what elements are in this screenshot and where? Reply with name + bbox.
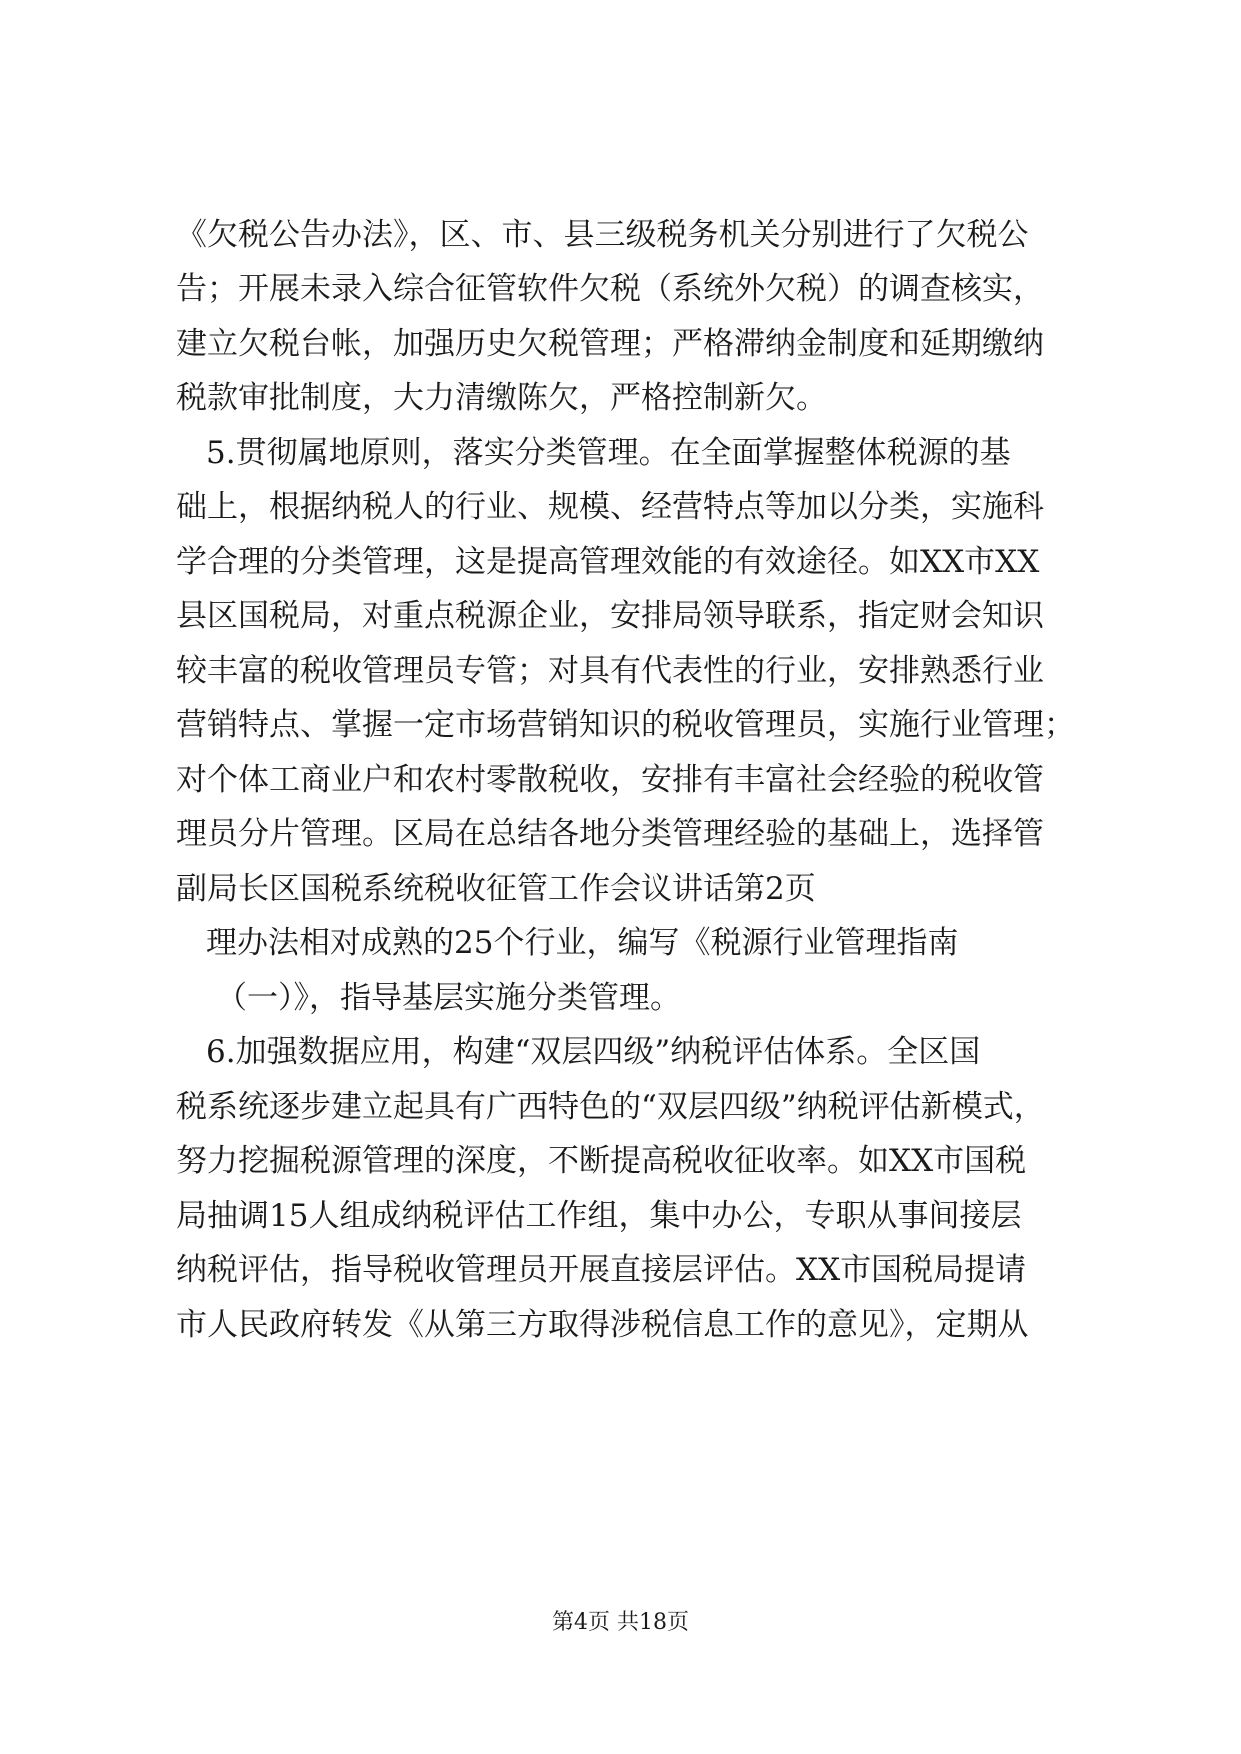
paragraph-line: 理员分片管理。区局在总结各地分类管理经验的基础上，选择管	[176, 816, 1044, 852]
paragraph-line: 县区国税局，对重点税源企业，安排局领导联系，指定财会知识	[176, 598, 1044, 634]
paragraph-line: 《欠税公告办法》，区、市、县三级税务机关分别进行了欠税公	[176, 217, 1029, 253]
paragraph-line: 对个体工商业户和农村零散税收，安排有丰富社会经验的税收管	[176, 762, 1044, 798]
paragraph-line: 5.贯彻属地原则，落实分类管理。在全面掌握整体税源的基	[206, 435, 1011, 471]
paragraph-line: 税系统逐步建立起具有广西特色的“双层四级”纳税评估新模式，	[176, 1089, 1045, 1125]
running-header-line: 副局长区国税系统税收征管工作会议讲话第2页	[176, 871, 816, 907]
paragraph-line: 告；开展未录入综合征管软件欠税（系统外欠税）的调查核实，	[176, 271, 1044, 307]
paragraph-line: 努力挖掘税源管理的深度，不断提高税收征收率。如XX市国税	[176, 1143, 1027, 1179]
paragraph-line: 营销特点、掌握一定市场营销知识的税收管理员，实施行业管理；	[176, 707, 1075, 743]
paragraph-line: 学合理的分类管理，这是提高管理效能的有效途径。如XX市XX	[176, 544, 1040, 580]
paragraph-line: 础上，根据纳税人的行业、规模、经营特点等加以分类，实施科	[176, 489, 1044, 525]
page-footer: 第4页 共18页	[552, 1610, 689, 1635]
paragraph-line: 理办法相对成熟的25个行业，编写《税源行业管理指南	[206, 925, 959, 961]
paragraph-line: 建立欠税台帐，加强历史欠税管理；严格滞纳金制度和延期缴纳	[176, 326, 1044, 362]
paragraph-line: （一）》，指导基层实施分类管理。	[216, 980, 681, 1016]
paragraph-line: 纳税评估，指导税收管理员开展直接层评估。XX市国税局提请	[176, 1252, 1027, 1288]
paragraph-line: 较丰富的税收管理员专管；对具有代表性的行业，安排熟悉行业	[176, 653, 1044, 689]
paragraph-line: 局抽调15人组成纳税评估工作组，集中办公，专职从事间接层	[176, 1198, 1022, 1234]
paragraph-line: 税款审批制度，大力清缴陈欠，严格控制新欠。	[176, 380, 827, 416]
paragraph-line: 市人民政府转发《从第三方取得涉税信息工作的意见》，定期从	[176, 1307, 1029, 1343]
paragraph-line: 6.加强数据应用，构建“双层四级”纳税评估体系。全区国	[206, 1034, 981, 1070]
